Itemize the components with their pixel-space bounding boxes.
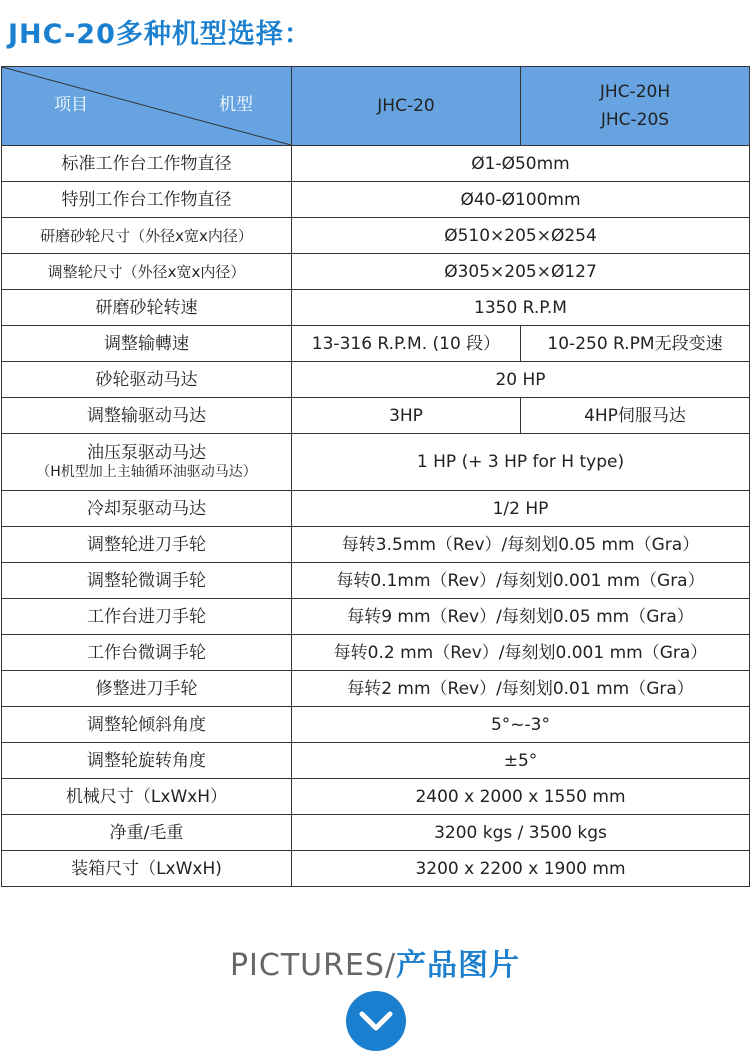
spec-value-cell: 3200 x 2200 x 1900 mm: [292, 851, 750, 887]
header-corner-cell: [2, 67, 292, 146]
header-model-label: 机型: [219, 95, 253, 115]
spec-name-cell: [2, 599, 292, 635]
spec-name: 调整轮倾斜角度: [87, 714, 206, 735]
spec-name: 调整输轉速: [104, 333, 189, 354]
spec-value-cell: 2400 x 2000 x 1550 mm: [292, 779, 750, 815]
spec-table: [1, 66, 750, 887]
spec-value-cell: 5°~-3°: [292, 707, 750, 743]
spec-name: 调整轮微调手轮: [87, 570, 206, 591]
spec-value-cell: 每转0.1mm（Rev）/每刻划0.001 mm（Gra）: [292, 563, 750, 599]
spec-value-cell: 1/2 HP: [292, 491, 750, 527]
table-row: [2, 290, 750, 326]
spec-name-cell: [2, 815, 292, 851]
spec-name: 研磨砂轮转速: [95, 297, 198, 318]
header-item-label: 项目: [54, 95, 88, 115]
spec-value-cell: 每转2 mm（Rev）/每刻划0.01 mm（Gra）: [292, 671, 750, 707]
spec-name-cell: [2, 218, 292, 254]
spec-name: 修整进刀手轮: [95, 678, 198, 699]
table-row: [2, 635, 750, 671]
table-row: [2, 707, 750, 743]
spec-value-cell: 每转0.2 mm（Rev）/每刻划0.001 mm（Gra）: [292, 635, 750, 671]
spec-name-cell: [2, 362, 292, 398]
spec-name: 调整输驱动马达: [87, 405, 206, 426]
spec-name: 冷却泵驱动马达: [87, 498, 206, 519]
spec-name-cell: [2, 398, 292, 434]
table-row: [2, 218, 750, 254]
spec-name-cell: [2, 563, 292, 599]
header-model-line2: JHC-20S: [600, 110, 670, 130]
table-row: [2, 182, 750, 218]
spec-value-cell: 每转3.5mm（Rev）/每刻划0.05 mm（Gra）: [292, 527, 750, 563]
spec-name-cell: [2, 146, 292, 182]
spec-value-cell: Ø305×205×Ø127: [292, 254, 750, 290]
spec-name: 油压泵驱动马达: [87, 443, 206, 463]
table-row: [2, 362, 750, 398]
spec-name-cell: [2, 779, 292, 815]
spec-value-cell: 1350 R.P.M: [292, 290, 750, 326]
spec-value-cell: ±5°: [292, 743, 750, 779]
table-row: [2, 527, 750, 563]
table-header-row: [2, 67, 750, 146]
spec-name: 装箱尺寸（LxWxH): [71, 858, 222, 879]
header-model-line1: JHC-20H: [599, 82, 671, 102]
table-row: [2, 779, 750, 815]
table-row: [2, 254, 750, 290]
spec-name: 特别工作台工作物直径: [61, 189, 232, 210]
spec-value-cell: Ø40-Ø100mm: [292, 182, 750, 218]
table-row: [2, 671, 750, 707]
spec-value-cell: 13-316 R.P.M. (10 段）: [292, 326, 521, 362]
spec-value-cell: 每转9 mm（Rev）/每刻划0.05 mm（Gra）: [292, 599, 750, 635]
spec-value-cell: 10-250 R.PM无段变速: [521, 326, 750, 362]
spec-value-cell: 1 HP (+ 3 HP for H type): [292, 434, 750, 491]
spec-value-cell: Ø510×205×Ø254: [292, 218, 750, 254]
table-row: [2, 434, 750, 491]
table-row: [2, 599, 750, 635]
pictures-heading: [0, 940, 750, 984]
header-model-jhc20: JHC-20: [292, 67, 521, 146]
spec-name: 调整轮旋转角度: [87, 750, 206, 771]
spec-name-cell: [2, 434, 292, 491]
spec-name-cell: [2, 851, 292, 887]
spec-name-cell: [2, 671, 292, 707]
spec-name-cell: [2, 527, 292, 563]
table-row: [2, 743, 750, 779]
header-model-jhc20h-s: [521, 67, 750, 146]
spec-name: 调整轮进刀手轮: [87, 534, 206, 555]
spec-value-cell: Ø1-Ø50mm: [292, 146, 750, 182]
page-title: JHC-20多种机型选择：: [8, 19, 312, 50]
spec-name: 工作台微调手轮: [87, 642, 206, 663]
spec-name: 净重/毛重: [109, 822, 184, 843]
spec-name: 砂轮驱动马达: [95, 369, 198, 390]
table-row: [2, 326, 750, 362]
spec-value-cell: 4HP伺服马达: [521, 398, 750, 434]
spec-name: 机械尺寸（LxWxH）: [65, 786, 228, 807]
table-row: [2, 146, 750, 182]
spec-name: 研磨砂轮尺寸（外径x宽x内径）: [40, 226, 253, 245]
spec-name-cell: [2, 254, 292, 290]
spec-name-cell: [2, 326, 292, 362]
pictures-heading-cn: 产品图片: [396, 948, 521, 983]
spec-name-cell: [2, 491, 292, 527]
scroll-down-button[interactable]: [346, 991, 406, 1051]
spec-name-cell: [2, 635, 292, 671]
spec-value-cell: 3HP: [292, 398, 521, 434]
spec-name-cell: [2, 743, 292, 779]
pictures-heading-en: PICTURES/: [229, 948, 397, 983]
spec-value-cell: 3200 kgs / 3500 kgs: [292, 815, 750, 851]
chevron-down-icon: [346, 991, 406, 1051]
table-row: [2, 851, 750, 887]
spec-name: 工作台进刀手轮: [87, 606, 206, 627]
spec-value-cell: 20 HP: [292, 362, 750, 398]
spec-name-cell: [2, 182, 292, 218]
spec-name-cell: [2, 290, 292, 326]
spec-name: 标准工作台工作物直径: [61, 153, 232, 174]
table-row: [2, 815, 750, 851]
spec-name-note: （H机型加上主轴循环油驱动马达）: [36, 464, 257, 480]
table-row: [2, 491, 750, 527]
spec-name-cell: [2, 707, 292, 743]
table-row: [2, 398, 750, 434]
table-row: [2, 563, 750, 599]
spec-name: 调整轮尺寸（外径x宽x内径）: [47, 262, 246, 281]
